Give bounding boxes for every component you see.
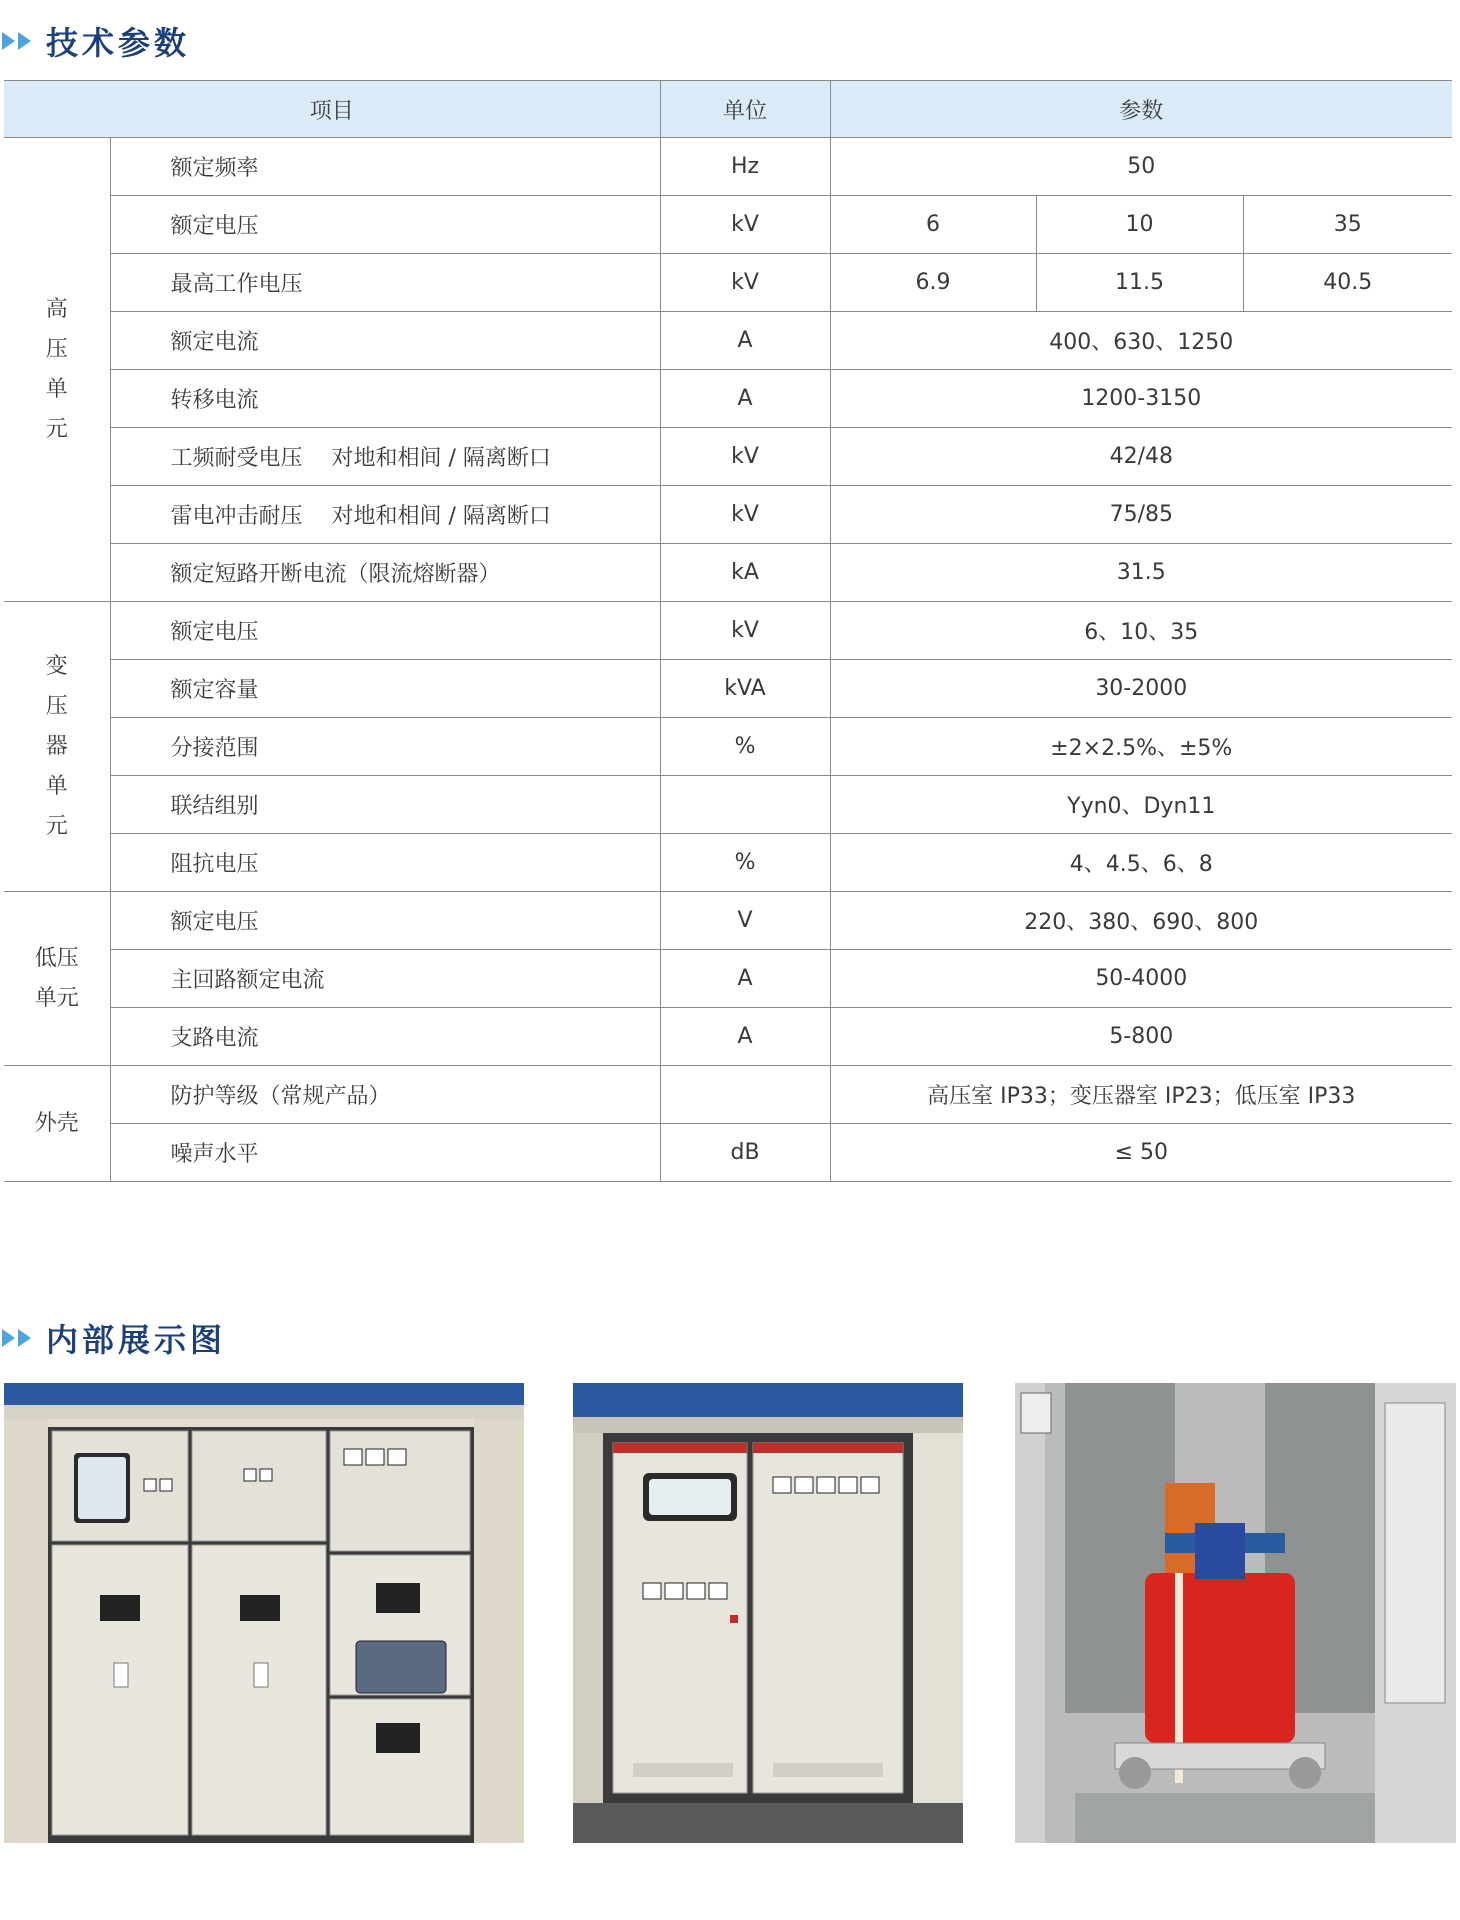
header-item: 项目 (4, 81, 660, 138)
table-header-row (4, 81, 1452, 138)
header-param: 参数 (830, 81, 1452, 138)
row-item: 噪声水平 (110, 1124, 660, 1182)
row-item: 工频耐受电压 对地和相间 / 隔离断口 (110, 428, 660, 486)
row-item: 支路电流 (110, 1008, 660, 1066)
row-value: 6.9 (830, 254, 1036, 312)
table-row (4, 1066, 1452, 1124)
section-title: 内部展示图 (46, 1321, 227, 1359)
row-item: 最高工作电压 (110, 254, 660, 312)
row-unit: kV (660, 196, 830, 254)
row-unit: % (660, 718, 830, 776)
row-value: 50-4000 (830, 950, 1452, 1008)
table-row (4, 370, 1452, 428)
row-value: ±2×2.5%、±5% (830, 718, 1452, 776)
row-value: 1200-3150 (830, 370, 1452, 428)
row-value: 75/85 (830, 486, 1452, 544)
section-title: 技术参数 (46, 24, 191, 62)
row-unit: Hz (660, 138, 830, 196)
interior-photos (0, 1383, 1460, 1843)
table-row (4, 138, 1452, 196)
double-arrow-icon (2, 1329, 34, 1347)
row-item: 联结组别 (110, 776, 660, 834)
row-value: 31.5 (830, 544, 1452, 602)
row-value: 220、380、690、800 (830, 892, 1452, 950)
table-row (4, 660, 1452, 718)
row-unit: kV (660, 602, 830, 660)
row-value: Yyn0、Dyn11 (830, 776, 1452, 834)
row-item: 额定电压 (110, 892, 660, 950)
row-value: 6 (830, 196, 1036, 254)
row-item: 主回路额定电流 (110, 950, 660, 1008)
row-value: 30-2000 (830, 660, 1452, 718)
section-heading-interior (0, 1315, 226, 1361)
row-item: 阻抗电压 (110, 834, 660, 892)
table-row (4, 1124, 1452, 1182)
table-row (4, 254, 1452, 312)
row-unit: kV (660, 254, 830, 312)
row-unit: kA (660, 544, 830, 602)
row-unit (660, 776, 830, 834)
row-item: 额定电压 (110, 196, 660, 254)
row-value: 400、630、1250 (830, 312, 1452, 370)
double-arrow-icon (2, 32, 34, 50)
photo-transformer (1015, 1383, 1456, 1843)
row-unit: dB (660, 1124, 830, 1182)
row-item: 防护等级（常规产品） (110, 1066, 660, 1124)
row-value: 4、4.5、6、8 (830, 834, 1452, 892)
row-unit: A (660, 312, 830, 370)
row-item: 额定电压 (110, 602, 660, 660)
row-item: 额定电流 (110, 312, 660, 370)
row-item: 分接范围 (110, 718, 660, 776)
row-value: 10 (1036, 196, 1243, 254)
header-unit: 单位 (660, 81, 830, 138)
photo-lv-cabinet (573, 1383, 963, 1843)
table-row (4, 196, 1452, 254)
row-unit: A (660, 370, 830, 428)
row-unit: A (660, 950, 830, 1008)
photo-hv-switchgear (4, 1383, 524, 1843)
row-unit: kVA (660, 660, 830, 718)
row-unit: V (660, 892, 830, 950)
group-label-hv: 高 压 单 元 (4, 138, 110, 602)
row-value: 高压室 IP33；变压器室 IP23；低压室 IP33 (830, 1066, 1452, 1124)
table-row (4, 1008, 1452, 1066)
table-row (4, 776, 1452, 834)
group-label-enclosure: 外壳 (4, 1066, 110, 1182)
table-row (4, 950, 1452, 1008)
row-value: 50 (830, 138, 1452, 196)
table-row (4, 718, 1452, 776)
table-row (4, 834, 1452, 892)
table-row (4, 544, 1452, 602)
group-label-transformer: 变 压 器 单 元 (4, 602, 110, 892)
table-row (4, 602, 1452, 660)
row-unit (660, 1066, 830, 1124)
group-label-lv: 低压 单元 (4, 892, 110, 1066)
row-unit: A (660, 1008, 830, 1066)
row-value: 42/48 (830, 428, 1452, 486)
row-item: 额定频率 (110, 138, 660, 196)
row-item: 雷电冲击耐压 对地和相间 / 隔离断口 (110, 486, 660, 544)
row-unit: kV (660, 428, 830, 486)
row-unit: kV (660, 486, 830, 544)
table-row (4, 486, 1452, 544)
row-value: ≤ 50 (830, 1124, 1452, 1182)
section-heading-specs (0, 18, 190, 64)
row-value: 35 (1243, 196, 1452, 254)
table-row (4, 892, 1452, 950)
table-row (4, 312, 1452, 370)
row-value: 11.5 (1036, 254, 1243, 312)
row-value: 40.5 (1243, 254, 1452, 312)
row-unit: % (660, 834, 830, 892)
row-value: 6、10、35 (830, 602, 1452, 660)
row-item: 转移电流 (110, 370, 660, 428)
row-item: 额定容量 (110, 660, 660, 718)
row-value: 5-800 (830, 1008, 1452, 1066)
table-row (4, 428, 1452, 486)
spec-table (4, 80, 1452, 1182)
row-item: 额定短路开断电流（限流熔断器） (110, 544, 660, 602)
